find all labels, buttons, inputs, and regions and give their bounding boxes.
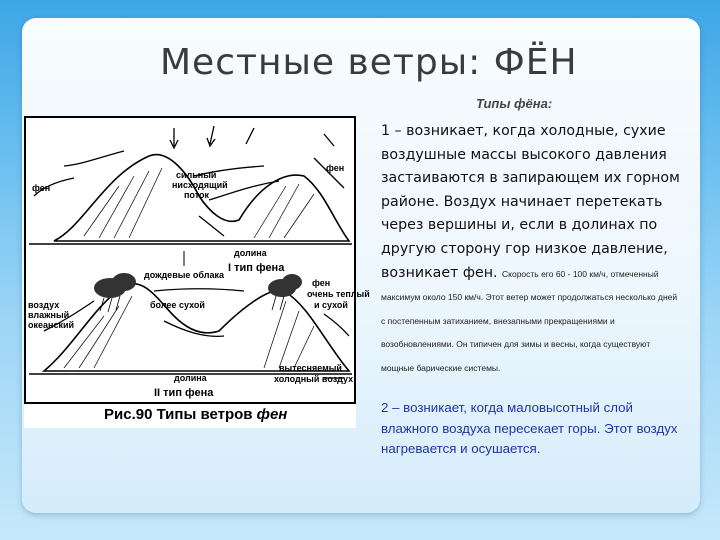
type1-valley-label: долина [234,248,267,258]
slide-subtitle: Типы фёна: [476,96,553,111]
type2-clouds-label: дождевые облака [144,270,224,280]
type2-cold-label-1: вытесняемый [279,363,342,373]
type1-title: I тип фена [228,262,285,274]
foehn-diagram [24,116,370,428]
type2-valley-label: долина [174,373,207,383]
type2-wet-label-3: океанский [28,320,75,330]
type2-title: II тип фена [154,387,214,399]
type1-panel [29,126,352,274]
type1-text: 1 – возникает, когда холодные, сухие воздушные массы высокого давления застаиваются в запирающем их горном районе. Воздух начинает перетекать через вершины и, если в долинах по другую сторону гор низкое давление, возникает фен. [381,123,680,281]
slide-title: Местные ветры: ФЁН [160,42,578,83]
type2-cold-label-2: холодный воздух [274,374,354,384]
type2-warm-label-1: очень теплый [307,289,370,299]
type2-wet-label-1: воздух [28,300,60,310]
type1-flow-label-1: сильный [176,170,217,180]
type1-flow-label-3: поток [184,190,210,200]
type2-fen-label: фен [312,278,331,288]
figure-caption-prefix: Рис.90 Типы ветров [104,406,257,423]
type1-fen-left-label: фен [32,183,51,193]
type1-small-text: Скорость его 60 - 100 км/ч, отмеченный максимум около 150 км/ч. Этот ветер может продолжаться несколько дней с постепенным затиханием, внезапными прекращениями и возобновлениями. Он типичен для зимы и весны, когда существуют мощные барические системы. [381,268,678,373]
type2-panel [28,270,370,399]
figure-caption-word: фен [256,406,288,423]
type2-description: 2 – возникает, когда маловысотный слой влажного воздуха пересекает горы. Этот воздух нагревается и осушается. [381,400,678,456]
type2-wet-label-2: влажный [28,310,70,320]
type1-fen-right-label: фен [326,163,345,173]
foehn-diagram-svg [24,116,370,428]
type2-mountains [44,284,349,371]
figure-caption [104,406,287,423]
type1-flow-label-2: нисходящий [172,180,228,190]
type2-drier-label: более сухой [150,300,205,310]
type1-description [381,120,681,380]
type2-warm-label-2: и сухой [314,300,348,310]
